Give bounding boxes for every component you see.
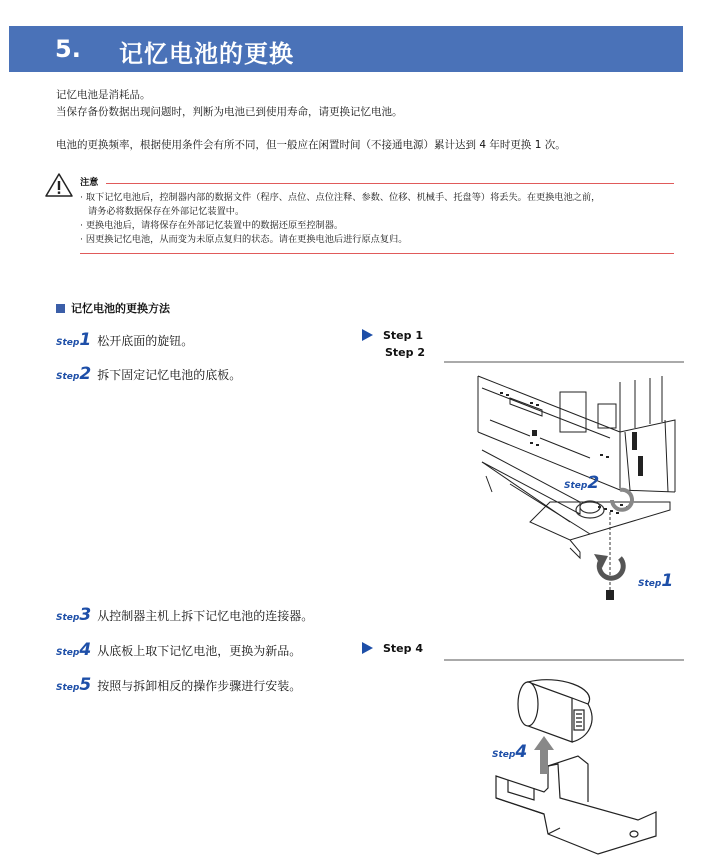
step-word: Step	[56, 648, 80, 658]
figure-divider-2	[444, 659, 684, 661]
step-2	[56, 364, 241, 384]
intro-line-3: 电池的更换频率，根据使用条件会有所不同，但一般应在闲置时间（不接通电源）累计达到 4 年时更换 1 次。	[56, 139, 566, 151]
step-number: 1	[79, 330, 92, 350]
label-word: Step	[638, 579, 662, 589]
figure-ref-text: Step 1	[383, 329, 423, 342]
step-word: Step	[56, 338, 80, 348]
intro-line-1: 记忆电池是消耗品。	[56, 89, 151, 101]
figure-ref-step-2: Step 2	[385, 346, 425, 359]
label-number: 2	[587, 473, 600, 493]
step-number: 3	[79, 605, 92, 625]
label-number: 1	[661, 571, 674, 591]
label-word: Step	[492, 750, 516, 760]
label-word: Step	[564, 481, 588, 491]
step-text: 松开底面的旋钮。	[97, 334, 194, 348]
step-text: 从控制器主机上拆下记忆电池的连接器。	[97, 609, 314, 623]
section-header	[9, 26, 683, 72]
bullet-square-icon	[56, 304, 65, 313]
caution-item-3: · 因更换记忆电池，从而变为未原点复归的状态。请在更换电池后进行原点复归。	[80, 234, 408, 245]
arrow-right-icon	[362, 642, 373, 654]
step-number: 5	[79, 675, 92, 695]
step-1	[56, 330, 193, 350]
step-text: 按照与拆卸相反的操作步骤进行安装。	[97, 679, 302, 693]
caution-bottom-line	[80, 253, 674, 254]
step-text: 从底板上取下记忆电池，更换为新品。	[97, 644, 302, 658]
figure-divider-1	[444, 361, 684, 363]
caution-top-line	[106, 183, 674, 184]
intro-line-2: 当保存备份数据出现问题时，判断为电池已到使用寿命，请更换记忆电池。	[56, 106, 403, 118]
section-title: 记忆电池的更换	[119, 40, 294, 68]
step-3	[56, 605, 313, 625]
section-number: 5.	[55, 35, 81, 63]
caution-item-2: · 更换电池后，请将保存在外部记忆装置中的数据还原至控制器。	[80, 220, 344, 231]
figure2-label-step-4	[492, 742, 527, 762]
caution-item-1-cont: 请务必将数据保存在外部记忆装置中。	[88, 206, 245, 217]
figure1-label-step-2	[564, 473, 599, 493]
warning-icon	[44, 172, 74, 198]
figure1-label-step-1	[638, 571, 673, 591]
caution-title: 注意	[80, 177, 99, 188]
arrow-right-icon	[362, 329, 373, 341]
figure-ref-step-1	[362, 329, 423, 342]
step-word: Step	[56, 683, 80, 693]
step-word: Step	[56, 613, 80, 623]
caution-item-1: · 取下记忆电池后，控制器内部的数据文件（程序、点位、点位注释、参数、位移、机械手、托盘等）将丢失。在更换电池之前，	[80, 192, 601, 203]
step-word: Step	[56, 372, 80, 382]
figure-ref-step-4	[362, 642, 423, 655]
procedure-heading-text: 记忆电池的更换方法	[71, 302, 170, 315]
label-number: 4	[515, 742, 528, 762]
step-number: 4	[79, 640, 92, 660]
step-5	[56, 675, 301, 695]
procedure-heading	[56, 300, 170, 316]
step-number: 2	[79, 364, 92, 384]
battery-illustration	[488, 668, 668, 862]
figure-ref-text: Step 4	[383, 642, 423, 655]
step-4	[56, 640, 301, 660]
step-text: 拆下固定记忆电池的底板。	[97, 368, 242, 382]
